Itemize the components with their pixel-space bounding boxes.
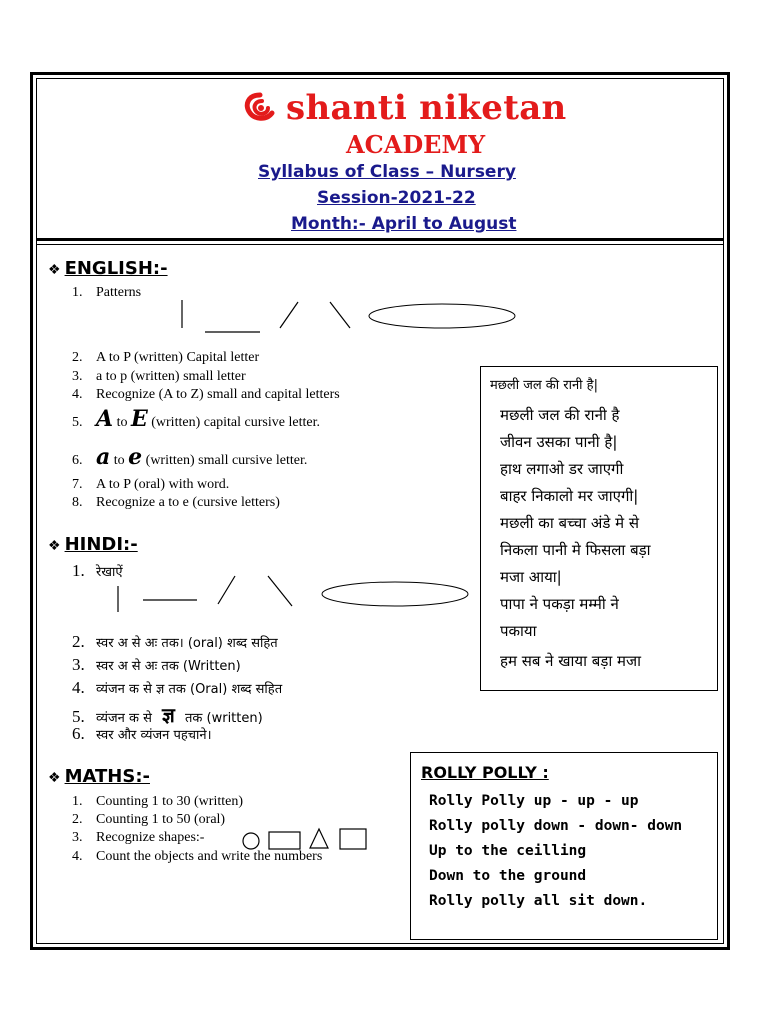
english-item-1: 1. Patterns xyxy=(72,285,142,300)
rolly-polly-box xyxy=(410,752,718,940)
rolly-polly-line: Rolly Polly up - up - up xyxy=(429,793,639,809)
hindi-poem-title: मछली जल की रानी है| xyxy=(490,378,598,393)
square-shape-icon xyxy=(340,829,366,849)
cursive-E: E xyxy=(130,406,148,432)
rolly-polly-line: Down to the ground xyxy=(429,868,587,884)
triangle-shape-icon xyxy=(310,829,328,848)
swirl-logo-icon xyxy=(240,91,280,125)
english-item-3: 3. a to p (written) small letter xyxy=(72,369,246,384)
hindi-poem-line: पापा ने पकड़ा मम्मी ने xyxy=(500,595,619,613)
maths-item-2: 2. Counting 1 to 50 (oral) xyxy=(72,812,226,827)
hindi-patterns-drawing xyxy=(110,568,475,614)
hindi-poem-line: मछली का बच्चा अंडे मे से xyxy=(500,514,640,532)
cursive-a: a xyxy=(96,444,111,470)
hindi-poem-line: बाहर निकालो मर जाएगी| xyxy=(500,487,639,505)
english-item-5: 5. A to E (written) capital cursive letter. xyxy=(72,406,320,432)
academy-title: ACADEMY xyxy=(346,130,486,159)
maths-title: MATHS:- xyxy=(64,766,150,787)
english-patterns-drawing xyxy=(170,294,530,338)
maths-item-1: 1. Counting 1 to 30 (written) xyxy=(72,794,243,809)
school-name: shanti niketan xyxy=(286,88,567,128)
maths-item-3: 3. Recognize shapes:- xyxy=(72,830,205,845)
hindi-item-2: 2. स्वर अ से अः तक। (oral) शब्द सहित xyxy=(72,632,278,651)
hindi-item-6: 6. स्वर और व्यंजन पहचाने। xyxy=(72,724,212,743)
hindi-poem-box xyxy=(480,366,718,691)
english-title: ENGLISH:- xyxy=(64,258,168,279)
hindi-poem-line: पकाया xyxy=(500,622,537,640)
english-item-4: 4. Recognize (A to Z) small and capital letters xyxy=(72,387,340,402)
header-divider xyxy=(36,238,724,241)
header-divider-thin xyxy=(36,244,724,245)
rectangle-shape-icon xyxy=(269,832,300,849)
hindi-section-heading xyxy=(48,534,138,555)
rolly-polly-line: Rolly polly all sit down. xyxy=(429,893,648,909)
hindi-title: HINDI:- xyxy=(64,534,138,555)
english-item-7: 7. A to P (oral) with word. xyxy=(72,477,230,492)
hindi-item-3: 3. स्वर अ से अः तक (Written) xyxy=(72,655,241,674)
english-section-heading xyxy=(48,258,168,279)
school-logo-row xyxy=(240,88,567,128)
cursive-A: A xyxy=(96,406,114,432)
hindi-item-5: 5. व्यंजन क से ज्ञ तक (written) xyxy=(72,703,263,727)
cursive-e: e xyxy=(128,444,143,470)
hindi-poem-line: जीवन उसका पानी है| xyxy=(500,433,618,451)
english-item-2: 2. A to P (written) Capital letter xyxy=(72,350,260,365)
english-item-6: 6. a to e (written) small cursive letter. xyxy=(72,444,308,470)
circle-shape-icon xyxy=(243,833,259,849)
hindi-poem-line: मछली जल की रानी है xyxy=(500,406,620,424)
hindi-poem-line: हाथ लगाओ डर जाएगी xyxy=(500,460,624,478)
rolly-polly-line: Up to the ceilling xyxy=(429,843,587,859)
month-title: Month:- April to August xyxy=(291,214,517,234)
hindi-poem-line: निकला पानी मे फिसला बड़ा xyxy=(500,541,651,559)
hindi-poem-line: मजा आया| xyxy=(500,568,562,586)
syllabus-title: Syllabus of Class – Nursery xyxy=(258,162,516,182)
diamond-bullet-icon: ❖ xyxy=(48,262,61,278)
session-title: Session-2021-22 xyxy=(317,188,476,208)
maths-section-heading xyxy=(48,766,150,787)
rolly-polly-title: ROLLY POLLY : xyxy=(421,763,549,782)
gya-glyph: ज्ञ xyxy=(162,703,175,727)
hindi-item-1: 1. रेखाऐं xyxy=(72,561,123,580)
diamond-bullet-icon: ❖ xyxy=(48,770,61,786)
rolly-polly-line: Rolly polly down - down- down xyxy=(429,818,683,834)
diamond-bullet-icon: ❖ xyxy=(48,538,61,554)
hindi-item-4: 4. व्यंजन क से ज्ञ तक (Oral) शब्द सहित xyxy=(72,678,283,697)
hindi-poem-line: हम सब ने खाया बड़ा मजा xyxy=(500,652,642,670)
english-item-8: 8. Recognize a to e (cursive letters) xyxy=(72,495,280,510)
maths-item-4: 4. Count the objects and write the numbers xyxy=(72,849,323,864)
